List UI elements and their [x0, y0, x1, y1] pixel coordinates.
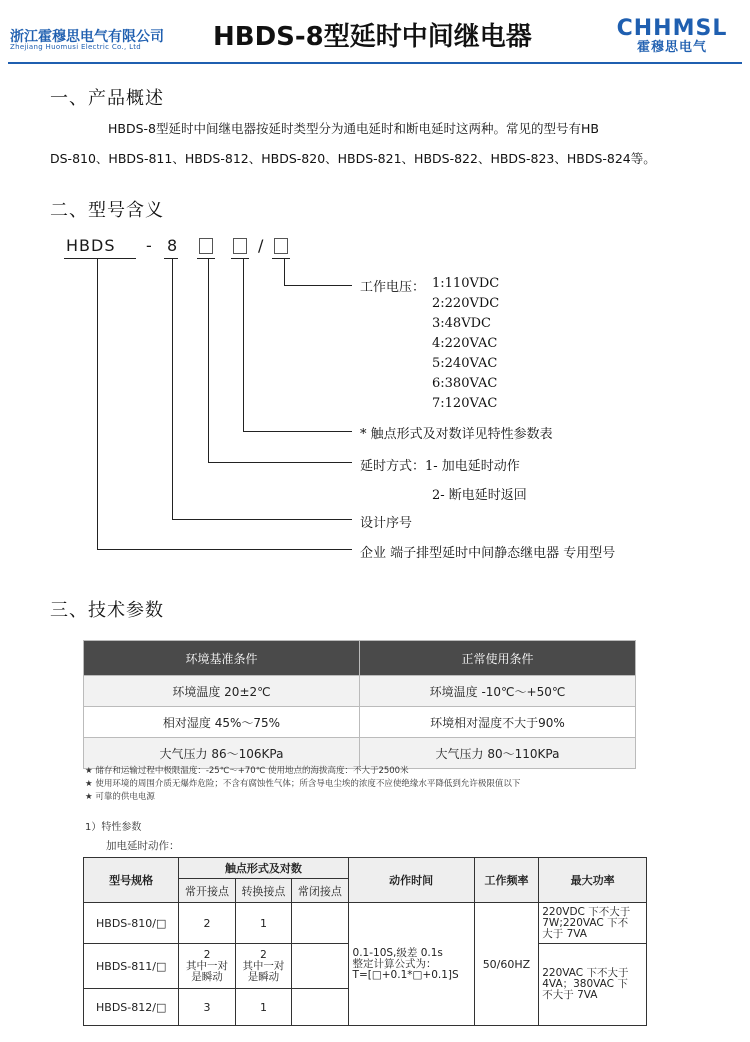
cell-normally-open: 3 — [179, 989, 235, 1026]
cell-frequency: 50/60HZ — [474, 903, 539, 1026]
table-row — [84, 903, 647, 944]
header-frequency: 工作频率 — [474, 858, 539, 903]
delay-mode-1: 延时方式：1- 加电延时动作 — [360, 459, 520, 474]
code-box-voltage — [274, 238, 288, 254]
design-sequence-label: 设计序号 — [360, 516, 413, 531]
code-prefix: HBDS — [66, 236, 116, 255]
section-1-title: 一、产品概述 — [50, 88, 164, 109]
table-cell: 环境温度 -10℃～+50℃ — [360, 676, 636, 707]
code-underline — [64, 258, 136, 259]
table-cell: 大气压力 80～110KPa — [360, 738, 636, 769]
header-action-time: 动作时间 — [348, 858, 474, 903]
cell-model: HBDS-811/□ — [84, 944, 179, 989]
code-underline — [231, 258, 249, 259]
cell-normally-open: 2 其中一对 是瞬动 — [179, 944, 235, 989]
voltage-option: 7:120VAC — [432, 396, 498, 411]
table-cell: 大气压力 86～106KPa — [84, 738, 360, 769]
table-header-row — [84, 641, 636, 676]
cell-normally-closed — [292, 903, 348, 944]
characteristics-subtitle: 加电延时动作： — [106, 840, 180, 852]
cell-changeover: 2 其中一对 是瞬动 — [235, 944, 291, 989]
note-line: ★ 可靠的供电电源 — [85, 792, 155, 802]
leader-line — [243, 258, 244, 432]
leader-line — [172, 258, 173, 520]
brand-logo-text: CHHMSL — [616, 16, 728, 41]
document-title: HBDS-8型延时中间继电器 — [213, 22, 532, 52]
section-2-title: 二、型号含义 — [50, 200, 164, 221]
contact-note: * 触点形式及对数详见特性参数表 — [360, 427, 553, 442]
header-normally-open: 常开接点 — [179, 879, 235, 903]
code-box-contacts — [233, 238, 247, 254]
overview-line-1: HBDS-8型延时中间继电器按延时类型分为通电延时和断电延时这两种。常见的型号有HB — [108, 121, 599, 136]
cell-max-power: 220VAC 下不大于 4VA；380VAC 下 不大于 7VA — [539, 944, 647, 1026]
overview-line-2: DS-810、HBDS-811、HBDS-812、HBDS-820、HBDS-821、HBDS-822、HBDS-823、HBDS-824等。 — [50, 151, 656, 166]
cell-model: HBDS-810/□ — [84, 903, 179, 944]
code-slash: / — [258, 236, 265, 255]
delay-mode-2: 2- 断电延时返回 — [432, 488, 527, 503]
leader-line — [208, 258, 209, 463]
cell-normally-open: 2 — [179, 903, 235, 944]
cell-changeover: 1 — [235, 989, 291, 1026]
code-underline — [197, 258, 215, 259]
voltage-option: 3:48VDC — [432, 316, 491, 331]
cell-normally-closed — [292, 944, 348, 989]
code-underline — [272, 258, 290, 259]
code-box-delay-mode — [199, 238, 213, 254]
section-3-title: 三、技术参数 — [50, 600, 164, 621]
voltage-option: 4:220VAC — [432, 336, 498, 351]
environment-table — [83, 640, 636, 769]
header-contacts: 触点形式及对数 — [179, 858, 348, 879]
brand-logo — [612, 18, 732, 56]
voltage-option: 1:110VDC — [432, 276, 500, 291]
table-header-cell: 正常使用条件 — [360, 641, 636, 676]
table-header-cell: 环境基准条件 — [84, 641, 360, 676]
cell-max-power: 220VDC 下不大于 7W;220VAC 下不 大于 7VA — [539, 903, 647, 944]
company-name-cn: 浙江霍穆思电气有限公司 — [10, 29, 164, 45]
code-digit-8: 8 — [167, 236, 179, 255]
leader-line — [284, 285, 352, 286]
header-changeover: 转换接点 — [235, 879, 291, 903]
characteristics-table — [83, 857, 647, 1026]
characteristics-title: 1）特性参数 — [85, 822, 142, 833]
table-row — [84, 707, 636, 738]
leader-line — [172, 519, 352, 520]
voltage-label: 工作电压： — [360, 280, 426, 295]
header-normally-closed: 常闭接点 — [292, 879, 348, 903]
voltage-option: 5:240VAC — [432, 356, 498, 371]
brand-name-cn: 霍穆思电气 — [636, 40, 707, 55]
voltage-option: 2:220VDC — [432, 296, 500, 311]
leader-line — [97, 258, 98, 550]
cell-normally-closed — [292, 989, 348, 1026]
leader-line — [97, 549, 352, 550]
header-max-power: 最大功率 — [539, 858, 647, 903]
header-rule — [8, 62, 742, 64]
voltage-option: 6:380VAC — [432, 376, 498, 391]
note-line: ★ 使用环境的周围介质无爆炸危险；不含有腐蚀性气体；所含导电尘埃的浓度不应使绝缘水平降低到允许极限值以下 — [85, 779, 521, 789]
table-cell: 环境温度 20±2℃ — [84, 676, 360, 707]
cell-changeover: 1 — [235, 903, 291, 944]
note-line: ★ 储存和运输过程中极限温度：-25℃～+70℃ 使用地点的海拔高度：不大于2500米 — [85, 766, 409, 776]
table-header-row — [84, 858, 647, 879]
leader-line — [284, 258, 285, 286]
table-cell: 相对湿度 45%～75% — [84, 707, 360, 738]
code-underline — [164, 258, 178, 259]
cell-model: HBDS-812/□ — [84, 989, 179, 1026]
leader-line — [243, 431, 352, 432]
code-dash: - — [146, 236, 153, 255]
header-model: 型号规格 — [84, 858, 179, 903]
company-model-label: 企业 端子排型延时中间静态继电器 专用型号 — [360, 546, 616, 561]
leader-line — [208, 462, 352, 463]
company-name-en: Zhejiang Huomusi Electric Co., Ltd — [10, 43, 142, 51]
table-cell: 环境相对湿度不大于90% — [360, 707, 636, 738]
cell-action-time: 0.1-10S,级差 0.1s 整定计算公式为： T=[□+0.1*□+0.1]S — [348, 903, 474, 1026]
table-row — [84, 676, 636, 707]
